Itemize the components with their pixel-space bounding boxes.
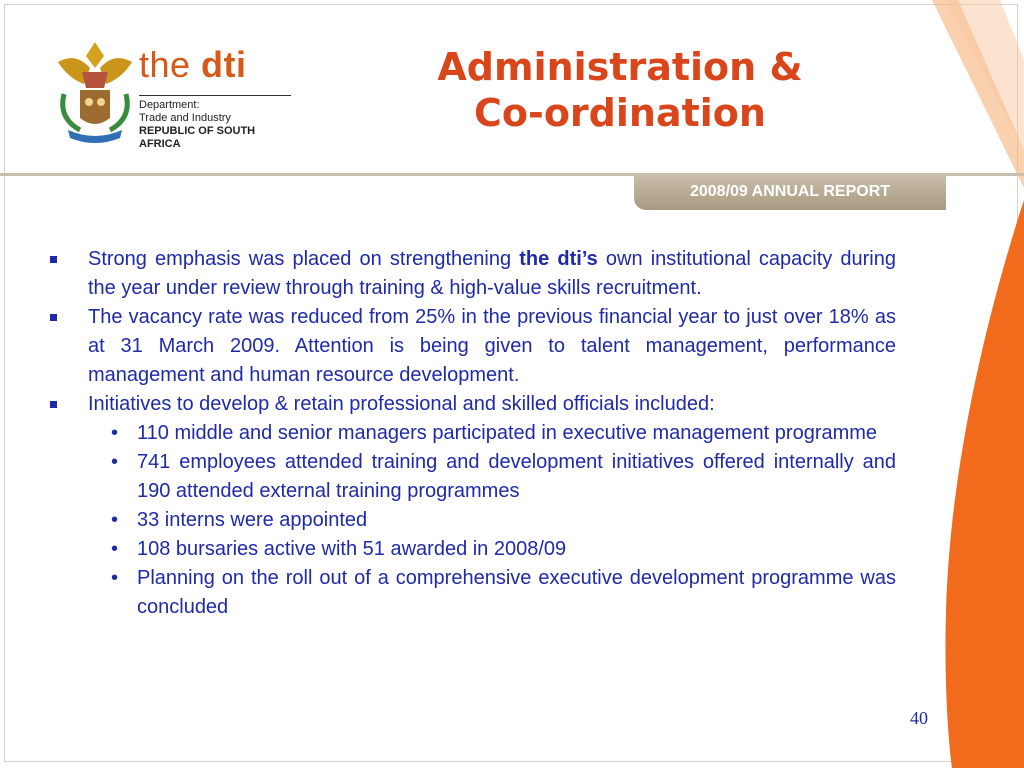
slide-title: [380, 44, 860, 136]
sub-bullet-item: • Planning on the roll out of a comprehensive executive development programme was concluded: [48, 564, 896, 622]
square-bullet-icon: [50, 314, 57, 321]
round-bullet-icon: •: [111, 509, 119, 531]
round-bullet-icon: •: [111, 451, 119, 473]
sub-bullet-item: • 33 interns were appointed: [48, 506, 896, 535]
dept-line-2: Trade and Industry: [139, 112, 231, 124]
dept-line-1: Department:: [139, 99, 200, 111]
brand-wordmark: the dti: [139, 44, 247, 85]
department-label: [139, 95, 291, 151]
square-bullet-icon: [50, 401, 57, 408]
bullet-item: Strong emphasis was placed on strengthening the dti’s own institutional capacity during the year under review through training & high-value skills recruitment.: [48, 245, 896, 303]
square-bullet-icon: [50, 256, 57, 263]
dept-line-3: REPUBLIC OF SOUTH AFRICA: [139, 125, 256, 150]
sub-bullet-item: • 741 employees attended training and development initiatives offered internally and 190 attended external training programmes: [48, 448, 896, 506]
slide-header: [0, 0, 1024, 175]
dti-emphasis: the dti’s: [519, 248, 598, 270]
round-bullet-icon: •: [111, 538, 119, 560]
page-number: 40: [910, 708, 928, 728]
slide-body: [48, 245, 896, 622]
coat-of-arms-icon: [50, 38, 140, 148]
bullet-item: The vacancy rate was reduced from 25% in the previous financial year to just over 18% as at 31 March 2009. Attention is being given to talent management, performance management and human resource development.: [48, 303, 896, 390]
sub-bullet-item: • 110 middle and senior managers participated in executive management programme: [48, 419, 896, 448]
title-line-1: Administration &: [437, 45, 803, 89]
bullet-item: Initiatives to develop & retain professional and skilled officials included:: [48, 390, 896, 419]
round-bullet-icon: •: [111, 567, 119, 589]
annual-report-tab: 2008/09 ANNUAL REPORT: [634, 176, 946, 210]
title-line-2: Co-ordination: [474, 91, 766, 135]
round-bullet-icon: •: [111, 422, 119, 444]
sub-bullet-item: • 108 bursaries active with 51 awarded in 2008/09: [48, 535, 896, 564]
